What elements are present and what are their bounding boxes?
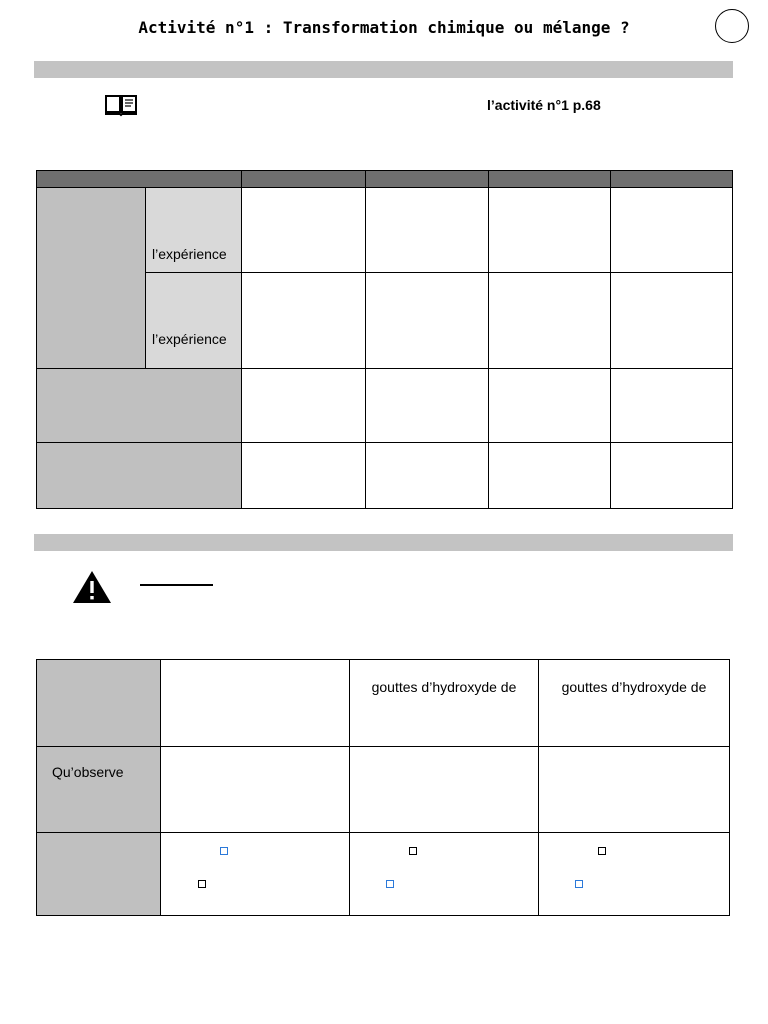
- observation-table: [36, 659, 730, 916]
- answer-cell[interactable]: [161, 660, 350, 747]
- answer-cell[interactable]: [489, 188, 611, 273]
- answer-cell[interactable]: [611, 443, 733, 509]
- row-label: [37, 443, 242, 509]
- choice-cell: [539, 833, 730, 916]
- section-band-2: [34, 534, 733, 551]
- page-title: Activité n°1 : Transformation chimique ou mélange ?: [138, 18, 630, 37]
- checkbox-icon[interactable]: [598, 847, 606, 855]
- row-sublabel: l’expérience: [146, 188, 242, 273]
- header-cell: [37, 171, 242, 188]
- header-cell: [366, 171, 489, 188]
- checkbox-icon[interactable]: [575, 880, 583, 888]
- blank-underline: [140, 584, 213, 586]
- answer-cell[interactable]: [366, 443, 489, 509]
- table-row: [37, 747, 730, 833]
- answer-cell[interactable]: [161, 747, 350, 833]
- row-label: [37, 833, 161, 916]
- activity-reference: l’activité n°1 p.68: [487, 97, 601, 113]
- answer-cell[interactable]: [366, 273, 489, 369]
- table-header-row: [37, 171, 733, 188]
- answer-cell[interactable]: [366, 369, 489, 443]
- open-book-icon: [104, 93, 140, 117]
- table-row: [37, 369, 733, 443]
- checkbox-icon[interactable]: [198, 880, 206, 888]
- answer-cell[interactable]: [242, 273, 366, 369]
- answer-cell[interactable]: [242, 188, 366, 273]
- warning-triangle-icon: [71, 570, 113, 604]
- experiment-table: [36, 170, 733, 509]
- grade-circle: [715, 9, 749, 43]
- choice-cell: [350, 833, 539, 916]
- answer-cell[interactable]: [611, 369, 733, 443]
- answer-cell[interactable]: [611, 273, 733, 369]
- answer-cell[interactable]: [489, 369, 611, 443]
- row-label: Qu’observe: [37, 747, 161, 833]
- answer-cell[interactable]: [489, 443, 611, 509]
- checkbox-icon[interactable]: [409, 847, 417, 855]
- row-label: [37, 660, 161, 747]
- table-row: [37, 443, 733, 509]
- row-label: [37, 369, 242, 443]
- column-header: gouttes d’hydroxyde de: [350, 660, 539, 747]
- row-sublabel: l’expérience: [146, 273, 242, 369]
- answer-cell[interactable]: [539, 747, 730, 833]
- row-group-label: [37, 188, 146, 369]
- table-row: [37, 833, 730, 916]
- column-header: gouttes d’hydroxyde de: [539, 660, 730, 747]
- checkbox-icon[interactable]: [386, 880, 394, 888]
- answer-cell[interactable]: [366, 188, 489, 273]
- header-cell: [611, 171, 733, 188]
- table-row: [37, 188, 733, 273]
- answer-cell[interactable]: [242, 369, 366, 443]
- header-cell: [489, 171, 611, 188]
- answer-cell[interactable]: [489, 273, 611, 369]
- checkbox-icon[interactable]: [220, 847, 228, 855]
- answer-cell[interactable]: [350, 747, 539, 833]
- header-cell: [242, 171, 366, 188]
- section-band-1: [34, 61, 733, 78]
- answer-cell[interactable]: [611, 188, 733, 273]
- table-row: [37, 660, 730, 747]
- answer-cell[interactable]: [242, 443, 366, 509]
- choice-cell: [161, 833, 350, 916]
